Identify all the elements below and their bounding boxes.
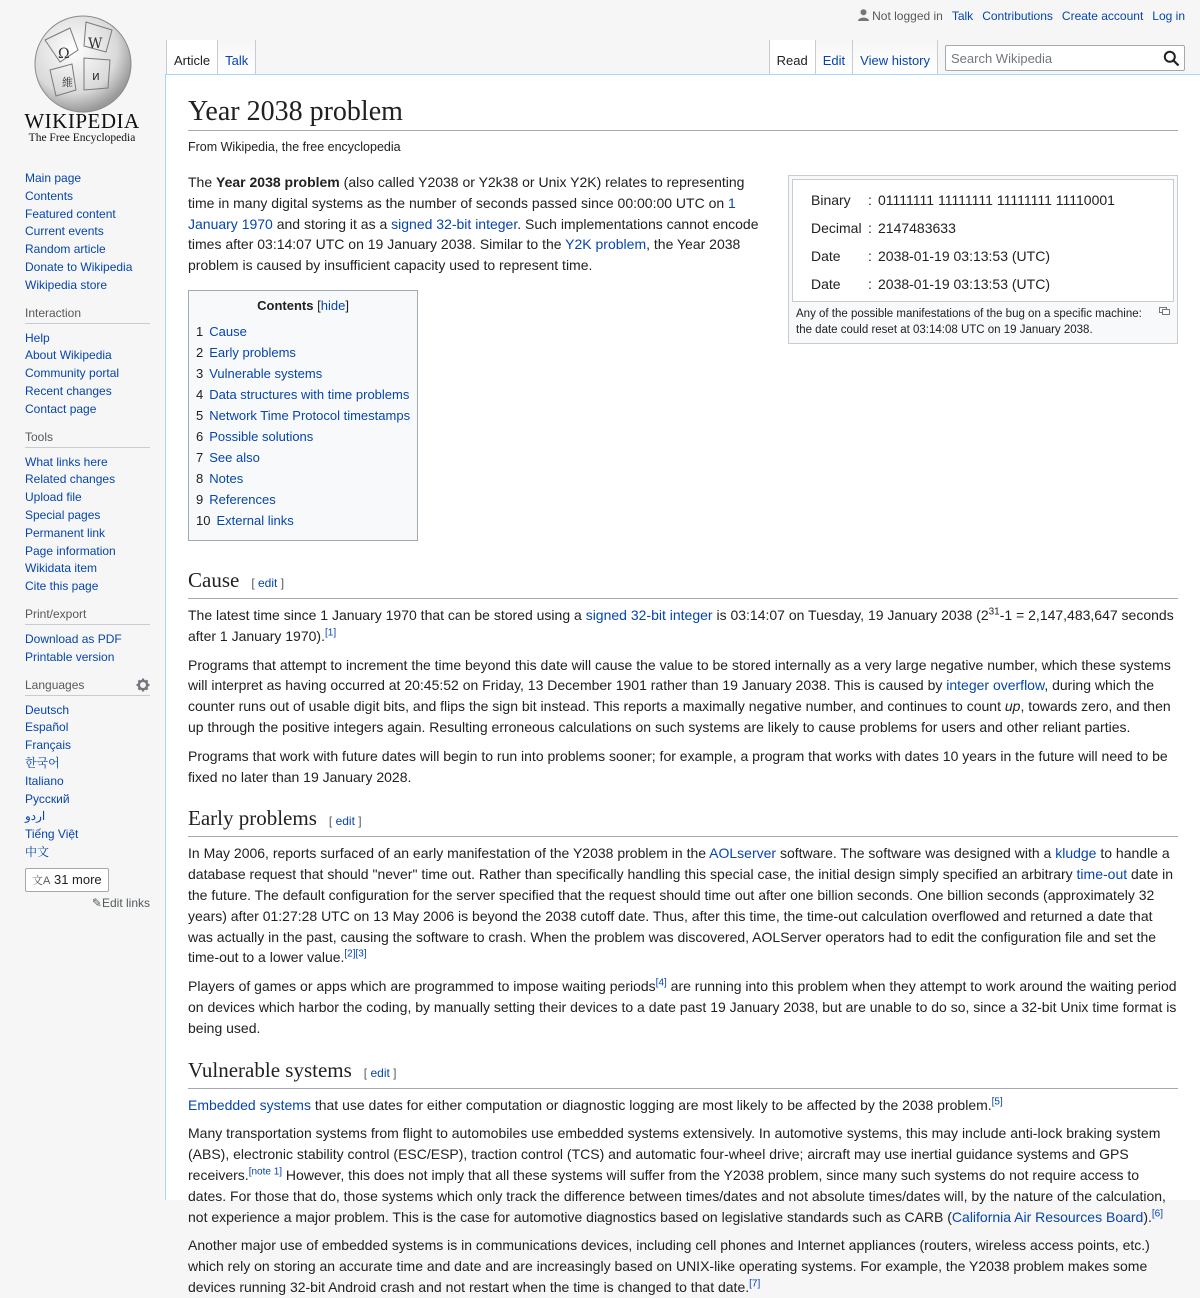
link-kludge[interactable]: kludge xyxy=(1055,845,1097,862)
table-of-contents xyxy=(188,290,418,541)
edit-section-vulnerable-systems: [ edit ] xyxy=(363,1065,397,1080)
toc-item[interactable]: 8 Notes xyxy=(196,470,244,486)
nav-print xyxy=(25,607,150,667)
reference-link[interactable]: [2] xyxy=(344,948,356,960)
toc-item[interactable]: 10 External links xyxy=(196,512,294,528)
search-input[interactable] xyxy=(946,46,1161,70)
tab-talk[interactable]: Talk xyxy=(218,40,256,74)
sidebar-item-community-portal[interactable]: Community portal xyxy=(25,366,120,381)
sidebar xyxy=(25,170,150,921)
wikipedia-tagline: The Free Encyclopedia xyxy=(28,132,136,144)
paragraph: Many transportation systems from flight to automobiles use embedded systems extensively. In automotive systems, this may include anti-lock braking system (ABS), electronic stability control (ESC/ESP), traction control (TCS) and automatic four-wheel drive; aircraft may use inertial guidance systems and GPS receivers.[note 1] However, this does not imply that all these systems will suffer from the Y2038 problem, since many such systems do not require access to dates. For those that do, those systems which only track the difference between times/dates and not absolute times/dates will, by the nature of the calculation, not experience a major problem. This is the case for automotive diagnostics based on legislative standards such as CARB (California Air Resources Board).[6] xyxy=(188,1125,1166,1225)
svg-text:W: W xyxy=(88,36,103,52)
note-link[interactable]: [note 1] xyxy=(248,1166,283,1178)
section-heading-early-problems: Early problems [ edit ] xyxy=(188,805,1178,837)
toc-item[interactable]: 1 Cause xyxy=(196,323,247,339)
link-y2k-problem[interactable]: Y2K problem xyxy=(565,236,647,253)
create-account-link[interactable]: Create account xyxy=(1061,9,1144,23)
user-icon xyxy=(858,9,869,21)
link-embedded-systems[interactable]: Embedded systems xyxy=(188,1096,311,1113)
link-signed-32-bit-integer[interactable]: signed 32-bit integer xyxy=(391,215,518,232)
thumb-row: Date : 2038-01-19 03:13:53 (UTC) xyxy=(811,276,1050,292)
toc-hide-toggle[interactable]: hide xyxy=(320,297,346,313)
paragraph: In May 2006, reports surfaced of an early manifestation of the Y2038 problem in the AOLserver software. The software was designed with a kludge to handle a database request that should "never" time out. Rather than specifically handling this special case, the initial design simply specified an arbitrary time-out date in the future. The default configuration for the server specified that the request should time out after one billion seconds. One billion seconds (approximately 32 years) after 01:27:28 UTC on 13 May 2006 is beyond the 2038 cutoff date. Thus, after this time, the time-out calculation overflowed and returned a date that was actually in the past, causing the software to crash. When the problem was discovered, AOLServer operators had to edit the configuration file and set the time-out to a lower value.[2][3] xyxy=(188,845,1174,966)
portal-heading xyxy=(25,678,150,696)
sidebar-item-donate[interactable]: Donate to Wikipedia xyxy=(25,259,133,274)
thumbnail-image[interactable] xyxy=(792,179,1174,302)
link-integer-overflow[interactable]: integer overflow xyxy=(946,677,1045,694)
languages-heading: Languages xyxy=(25,677,85,692)
edit-section-early-problems: [ edit ] xyxy=(328,814,362,829)
paragraph: Programs that attempt to increment the time beyond this date will cause the value to be stored internally as a very large negative number, which these systems will interpret as having occurred at 20:45:52 on Friday, 13 December 1901 rather than 19 January 2038. This is caused by integer overflow, during which the counter runs out of usable digit bits, and flips the sign bit instead. This reports a maximally negative number, and continues to count up, towards zero, and then up through the positive integers again. Resulting erroneous calculations on such systems are likely to cause problems for users and other reliant parties. xyxy=(188,656,1171,735)
sidebar-item-about[interactable]: About Wikipedia xyxy=(25,348,112,363)
toc-item[interactable]: 6 Possible solutions xyxy=(196,428,314,444)
thumb-row: Binary : 01111111 11111111 11111111 11110001 xyxy=(811,192,1115,208)
language-link-fr[interactable]: Français xyxy=(25,738,72,753)
link-signed-32-bit-integer[interactable]: signed 32-bit integer xyxy=(585,606,713,623)
tab-read[interactable]: Read xyxy=(769,40,816,74)
sidebar-item-upload-file[interactable]: Upload file xyxy=(25,490,82,505)
language-link-ko[interactable]: 한국어 xyxy=(25,755,60,770)
sidebar-item-help[interactable]: Help xyxy=(25,330,50,345)
tab-edit[interactable]: Edit xyxy=(816,40,853,74)
search-box xyxy=(945,45,1185,71)
nav-main xyxy=(25,170,150,295)
reference-link[interactable]: [4] xyxy=(655,977,667,989)
reference-link[interactable]: [5] xyxy=(991,1095,1003,1107)
sidebar-item-download-pdf[interactable]: Download as PDF xyxy=(25,631,122,646)
language-link-ru[interactable]: Русский xyxy=(25,791,70,806)
sidebar-item-what-links-here[interactable]: What links here xyxy=(25,454,108,469)
sidebar-item-wikidata-item[interactable]: Wikidata item xyxy=(25,561,98,576)
toc-item[interactable]: 2 Early problems xyxy=(196,344,296,360)
more-languages-label: 31 more xyxy=(53,871,102,887)
reference-link[interactable]: [6] xyxy=(1151,1207,1164,1219)
nav-languages xyxy=(25,678,150,910)
wikipedia-logo[interactable] xyxy=(0,0,165,160)
language-link-de[interactable]: Deutsch xyxy=(25,702,70,717)
thumb-row: Decimal : 2147483633 xyxy=(811,220,956,236)
contributions-link[interactable]: Contributions xyxy=(982,9,1053,23)
svg-text:Ω: Ω xyxy=(58,46,70,62)
sidebar-item-permanent-link[interactable]: Permanent link xyxy=(25,525,106,540)
puzzle-globe-icon xyxy=(0,0,165,160)
tab-article[interactable]: Article xyxy=(166,40,218,74)
paragraph: Players of games or apps which are programmed to impose waiting periods[4] are running into this problem when they attempt to work around the waiting period on devices which harbor the coding, by manually setting their devices to a date past 19 January 2038, but are unable to do so, since a 32-bit Unix time format is being used. xyxy=(188,977,1177,1036)
sidebar-item-store[interactable]: Wikipedia store xyxy=(25,277,108,292)
personal-tools xyxy=(858,9,1185,23)
language-link-zh[interactable]: 中文 xyxy=(25,844,50,859)
edit-links[interactable]: ✎Edit links xyxy=(91,895,150,910)
login-link[interactable]: Log in xyxy=(1152,9,1185,23)
language-link-ur[interactable]: اردو xyxy=(25,809,46,824)
sidebar-item-contents[interactable]: Contents xyxy=(25,188,74,203)
search-icon[interactable] xyxy=(1163,50,1180,67)
sidebar-item-related-changes[interactable]: Related changes xyxy=(25,472,116,487)
sidebar-item-printable-version[interactable]: Printable version xyxy=(25,649,115,664)
wikipedia-wordmark: WIKIPEDIA xyxy=(24,109,140,133)
svg-text:и: и xyxy=(92,69,100,83)
link-aolserver[interactable]: AOLserver xyxy=(709,845,777,862)
portal-heading: Interaction xyxy=(25,306,150,324)
user-status: Not logged in xyxy=(858,9,943,23)
thumb-row: Date : 2038-01-19 03:13:53 (UTC) xyxy=(811,248,1050,264)
toc-item[interactable]: 9 References xyxy=(196,491,276,507)
content-area xyxy=(165,74,1200,1295)
reference-link[interactable]: [1] xyxy=(324,627,337,639)
pencil-icon: ✎ xyxy=(91,895,102,910)
language-link-it[interactable]: Italiano xyxy=(25,773,64,788)
more-languages-button[interactable] xyxy=(25,868,109,892)
toc-item[interactable]: 4 Data structures with time problems xyxy=(196,386,410,402)
paragraph: The latest time since 1 January 1970 that can be stored using a signed 32-bit integer is 03:14:07 on Tuesday, 19 January 2038 ($2^{31}-1 = 2,147,483,647$ seconds after 1 January 1970).[1] xyxy=(188,606,1174,644)
link-1-january-1970[interactable]: 1 January 1970 xyxy=(188,194,736,232)
view-tabs xyxy=(769,40,938,74)
namespace-tabs xyxy=(166,40,256,74)
sidebar-item-special-pages[interactable]: Special pages xyxy=(25,507,101,522)
nav-interaction xyxy=(25,306,150,419)
toc-item[interactable]: 7 See also xyxy=(196,449,260,465)
intro-paragraph: The Year 2038 problem (also called Y2038 or Y2k38 or Unix Y2K) relates to representing time in many digital systems as the number of seconds passed since 00:00:00 UTC on 1 January 1970 and storing it as a signed 32-bit integer. Such implementations cannot encode times after 03:14:07 UTC on 19 January 2038. Similar to the Y2K problem, the Year 2038 problem is caused by insufficient capacity used to represent time. xyxy=(188,174,759,274)
section-heading-vulnerable-systems: Vulnerable systems [ edit ] xyxy=(188,1057,1178,1089)
portal-heading: Print/export xyxy=(25,607,150,625)
talk-link[interactable]: Talk xyxy=(951,9,974,23)
sidebar-item-main-page[interactable]: Main page xyxy=(25,171,82,185)
sidebar-item-cite-this-page[interactable]: Cite this page xyxy=(25,579,99,594)
link-time-out[interactable]: time-out xyxy=(1076,866,1128,883)
sidebar-item-random-article[interactable]: Random article xyxy=(25,242,106,257)
nav-tools xyxy=(25,430,150,596)
sidebar-item-current-events[interactable]: Current events xyxy=(25,224,104,239)
page-title: Year 2038 problem xyxy=(188,95,1178,131)
sidebar-item-featured-content[interactable]: Featured content xyxy=(25,206,116,221)
reference-link[interactable]: [7] xyxy=(749,1278,761,1290)
site-subtitle: From Wikipedia, the free encyclopedia xyxy=(188,140,401,154)
sidebar-item-recent-changes[interactable]: Recent changes xyxy=(25,383,112,398)
paragraph: Another major use of embedded systems is in communications devices, including cell phones and Internet appliances (routers, wireless access points, etc.) which rely on storing an accurate time and date and are increasingly based on UNIX-like operating systems. For example, the Y2038 problem makes some devices running 32-bit Android crash and not restart when the time is changed to that date.[7] xyxy=(188,1237,1150,1295)
gear-icon[interactable] xyxy=(136,678,150,692)
translate-icon: 文A xyxy=(32,874,51,887)
sidebar-item-page-information[interactable]: Page information xyxy=(25,543,116,558)
reference-link[interactable]: [3] xyxy=(355,948,367,960)
sidebar-item-contact-page[interactable]: Contact page xyxy=(25,401,97,416)
language-link-vi[interactable]: Tiếng Việt xyxy=(25,827,79,842)
enlarge-icon[interactable] xyxy=(1159,307,1170,315)
thumbnail xyxy=(788,175,1178,344)
paragraph: Programs that work with future dates will begin to run into problems sooner; for example, a program that works with dates 10 years in the future will need to be fixed no later than 19 January 2028. xyxy=(188,747,1168,785)
paragraph: Embedded systems that use dates for either computation or diagnostic logging are most likely to be affected by the 2038 problem.[5] xyxy=(188,1095,1003,1113)
thumbnail-caption: Any of the possible manifestations of the bug on a specific machine: the date could reset at 03:14:08 UTC on 19 January 2038. xyxy=(792,302,1174,340)
link-california-air-resources-board[interactable]: California Air Resources Board xyxy=(951,1208,1144,1225)
section-heading-cause: Cause [ edit ] xyxy=(188,567,1178,599)
toc-item[interactable]: 3 Vulnerable systems xyxy=(196,365,323,381)
edit-section-cause: [ edit ] xyxy=(251,575,285,590)
portal-heading: Tools xyxy=(25,430,150,448)
tab-view-history[interactable]: View history xyxy=(853,40,938,74)
toc-item[interactable]: 5 Network Time Protocol timestamps xyxy=(196,407,411,423)
toc-title: Contents [hide] xyxy=(257,297,349,313)
language-link-es[interactable]: Español xyxy=(25,720,69,735)
svg-text:維: 維 xyxy=(62,76,73,89)
